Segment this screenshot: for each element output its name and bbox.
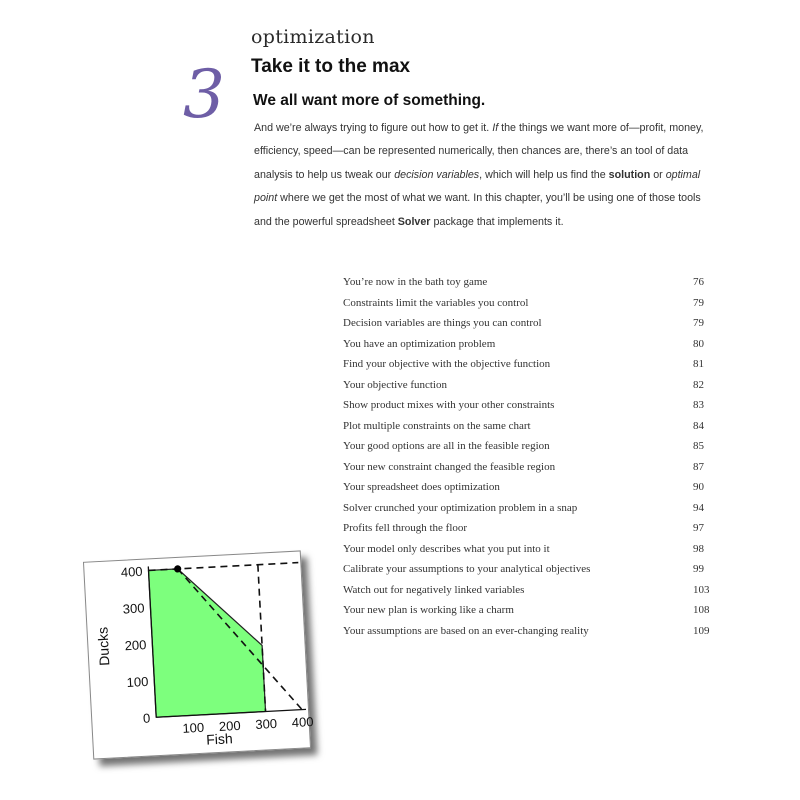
intro-emphasis: optimal point xyxy=(254,168,701,205)
toc-entry-title: Your assumptions are based on an ever-changing reality xyxy=(343,624,589,637)
y-tick-label: 0 xyxy=(142,710,151,726)
toc-entry-title: You’re now in the bath toy game xyxy=(343,276,488,288)
toc-entry-page: 76 xyxy=(693,276,704,288)
toc-entry-page: 79 xyxy=(693,296,704,309)
toc-entry[interactable] xyxy=(343,416,713,437)
y-tick-label: 300 xyxy=(122,600,145,617)
intro-text: or xyxy=(650,168,666,181)
toc-entry-page: 85 xyxy=(693,440,704,452)
intro-text: the things we want more of—profit, money, efficiency, speed—can be represented numerically, then chances are, there’s an tool of data analysis to help us tweak our xyxy=(254,122,704,181)
toc-entry-page: 97 xyxy=(693,522,704,534)
toc-entry[interactable] xyxy=(343,293,713,314)
toc-entry[interactable] xyxy=(343,395,713,416)
toc-entry-title: Your new plan is working like a charm xyxy=(343,604,514,616)
toc-entry-title: Decision variables are things you can control xyxy=(343,317,542,329)
toc-entry[interactable] xyxy=(343,457,713,478)
toc-entry-title: Your model only describes what you put into it xyxy=(343,542,550,555)
toc-entry[interactable] xyxy=(343,354,713,375)
feasible-region-figure xyxy=(83,550,314,759)
x-axis-label: Fish xyxy=(205,730,234,748)
feasible-region xyxy=(149,565,266,718)
toc-entry-title: Constraints limit the variables you control xyxy=(343,296,529,309)
toc-entry[interactable] xyxy=(343,539,713,560)
toc-entry-page: 83 xyxy=(693,399,704,411)
toc-entry-title: You have an optimization problem xyxy=(343,337,496,350)
toc-entry[interactable] xyxy=(343,436,713,457)
x-tick-label: 100 xyxy=(182,719,205,736)
toc-entry[interactable] xyxy=(343,272,713,293)
toc-entry-page: 98 xyxy=(693,542,704,555)
toc-entry[interactable] xyxy=(343,600,713,621)
intro-text: , which will help us find the xyxy=(479,168,609,181)
chapter-number: 3 xyxy=(183,56,225,133)
toc-entry[interactable] xyxy=(343,498,713,519)
toc-entry-title: Watch out for negatively linked variables xyxy=(343,583,525,596)
toc-entry[interactable] xyxy=(343,375,713,396)
intro-strong: solution xyxy=(608,168,651,181)
y-axis-label: Ducks xyxy=(94,626,113,667)
toc-entry-page: 108 xyxy=(693,604,710,616)
toc-entry[interactable] xyxy=(343,621,713,642)
toc-entry-page: 84 xyxy=(693,419,704,432)
y-tick-label: 200 xyxy=(124,637,147,654)
intro-strong: Solver xyxy=(397,215,431,228)
toc-entry-page: 109 xyxy=(693,624,710,637)
toc-entry[interactable] xyxy=(343,477,713,498)
toc-entry-page: 99 xyxy=(693,563,704,575)
intro-text: And we’re always trying to figure out how to get it. xyxy=(254,122,493,134)
toc-entry-title: Profits fell through the floor xyxy=(343,522,468,534)
toc-entry-page: 94 xyxy=(693,501,704,514)
toc-entry-page: 81 xyxy=(693,358,704,370)
intro-emphasis: If xyxy=(492,122,499,134)
toc-entry[interactable] xyxy=(343,580,713,601)
toc-entry[interactable] xyxy=(343,313,713,334)
y-tick-label: 100 xyxy=(126,673,149,690)
y-tick-label: 400 xyxy=(120,563,143,580)
toc-entry-page: 79 xyxy=(693,317,704,329)
intro-emphasis: decision variables xyxy=(394,168,480,181)
toc-entry-title: Your good options are all in the feasible region xyxy=(343,440,550,452)
chapter-subtitle: We all want more of something. xyxy=(253,92,486,109)
toc-entry-title: Plot multiple constraints on the same chart xyxy=(343,419,531,432)
toc-entry-title: Your spreadsheet does optimization xyxy=(343,481,500,493)
toc-entry-page: 103 xyxy=(693,583,710,596)
toc-entry-title: Your objective function xyxy=(343,378,447,391)
x-tick-label: 400 xyxy=(291,714,314,731)
x-tick-label: 200 xyxy=(218,717,241,734)
toc-entry-title: Your new constraint changed the feasible region xyxy=(343,460,556,473)
toc-entry-title: Show product mixes with your other constraints xyxy=(343,399,555,411)
x-tick-label: 300 xyxy=(254,715,278,733)
toc-entry-page: 87 xyxy=(693,460,704,473)
chapter-tag: optimization xyxy=(251,26,375,48)
toc-entry[interactable] xyxy=(343,518,713,539)
chapter-title: Take it to the max xyxy=(251,56,411,77)
toc-entry-title: Find your objective with the objective function xyxy=(343,358,551,370)
toc-entry-page: 80 xyxy=(693,337,704,350)
toc-entry-title: Calibrate your assumptions to your analytical objectives xyxy=(343,563,591,575)
intro-text: package that implements it. xyxy=(430,215,564,228)
toc-entry-page: 82 xyxy=(693,378,704,391)
feasible-region-chart xyxy=(84,551,314,758)
toc-entry-title: Solver crunched your optimization problem in a snap xyxy=(343,501,578,514)
toc-entry[interactable] xyxy=(343,334,713,355)
toc-entry-page: 90 xyxy=(693,481,704,493)
intro-text: where we get the most of what we want. In this chapter, you’ll be using one of those tools and the powerful spreadsheet xyxy=(254,192,701,228)
table-of-contents xyxy=(343,272,713,641)
chapter-intro xyxy=(254,117,714,234)
toc-entry[interactable] xyxy=(343,559,713,580)
